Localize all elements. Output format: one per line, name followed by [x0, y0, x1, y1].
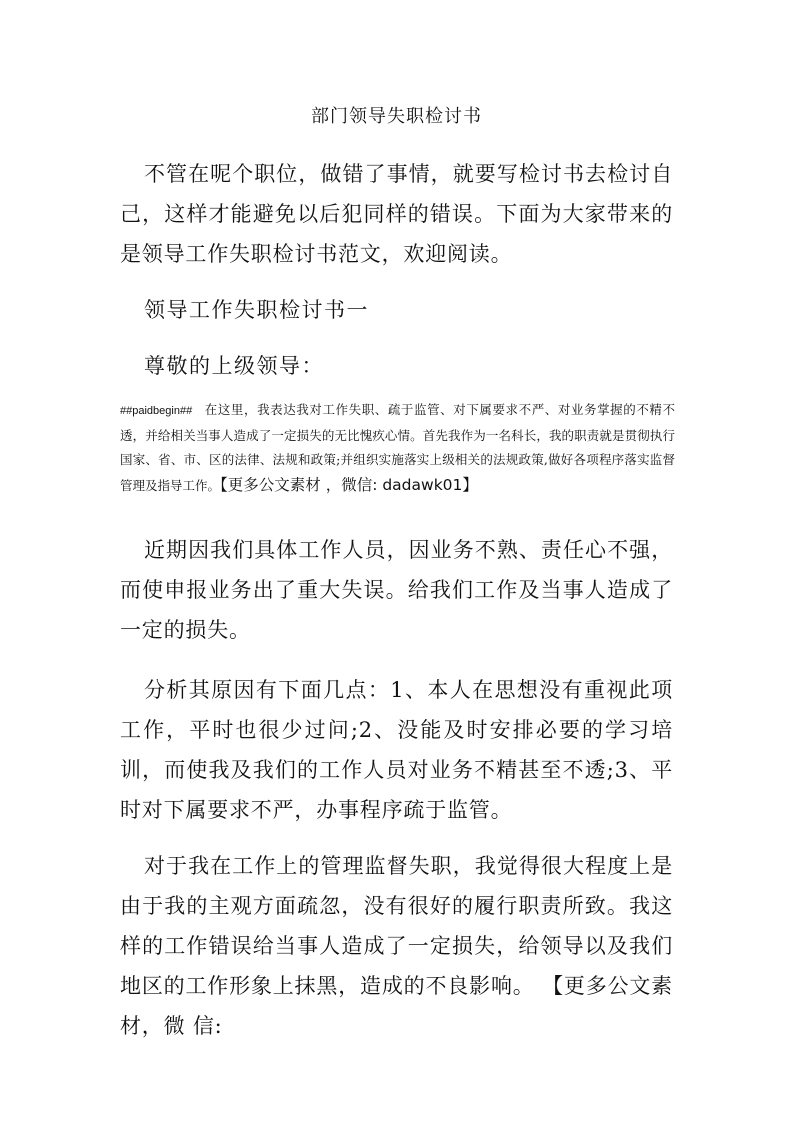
recent-incident-paragraph: 近期因我们具体工作人员，因业务不熟、责任心不强，而使申报业务出了重大失误。给我们工作及当事人造成了一定的损失。	[120, 538, 673, 642]
fault-text: 对于我在工作上的管理监督失职，我觉得很大程度上是由于我的主观方面疏忽，没有很好的履行职责所致。我这样的工作错误给当事人造成了一定损失，给领导以及我们地区的工作形象上抹黑，造成的不良影响。	[120, 854, 673, 998]
salutation: 尊敬的上级领导：	[144, 354, 324, 378]
intro-paragraph: 不管在呢个职位，做错了事情，就要写检讨书去检讨自己，这样才能避免以后犯同样的错误。下面为大家带来的是领导工作失职检讨书范文，欢迎阅读。	[120, 162, 673, 266]
reasons-paragraph: 分析其原因有下面几点：1、本人在思想没有重视此项工作，平时也很少过问;2、没能及时安排必要的学习培训，而使我及我们的工作人员对业务不精甚至不透;3、平时对下属要求不严，办事程序疏于监管。	[120, 678, 673, 822]
document-title: 部门领导失职检讨书	[311, 106, 482, 127]
promo-text: 【更多公文素材 ，微信: dadawk01】	[220, 475, 478, 494]
fault-paragraph	[120, 846, 673, 1046]
section-heading: 领导工作失职检讨书一	[144, 298, 369, 322]
promo-text-2: 【更多公文素材，微 信:	[120, 974, 673, 1038]
confession-paragraph	[120, 398, 675, 498]
paid-marker: ##paidbegin##	[120, 405, 193, 417]
confession-text: 在这里，我表达我对工作失职、疏于监管、对下属要求不严、对业务掌握的不精不透，并给相关当事人造成了一定损失的无比愧疚心情。首先我作为一名科长，我的职责就是贯彻执行国家、省、市、区的法律、法规和政策;并组织实施落实上级相关的法规政策,做好各项程序落实监督管理及指导工作。	[120, 402, 675, 493]
